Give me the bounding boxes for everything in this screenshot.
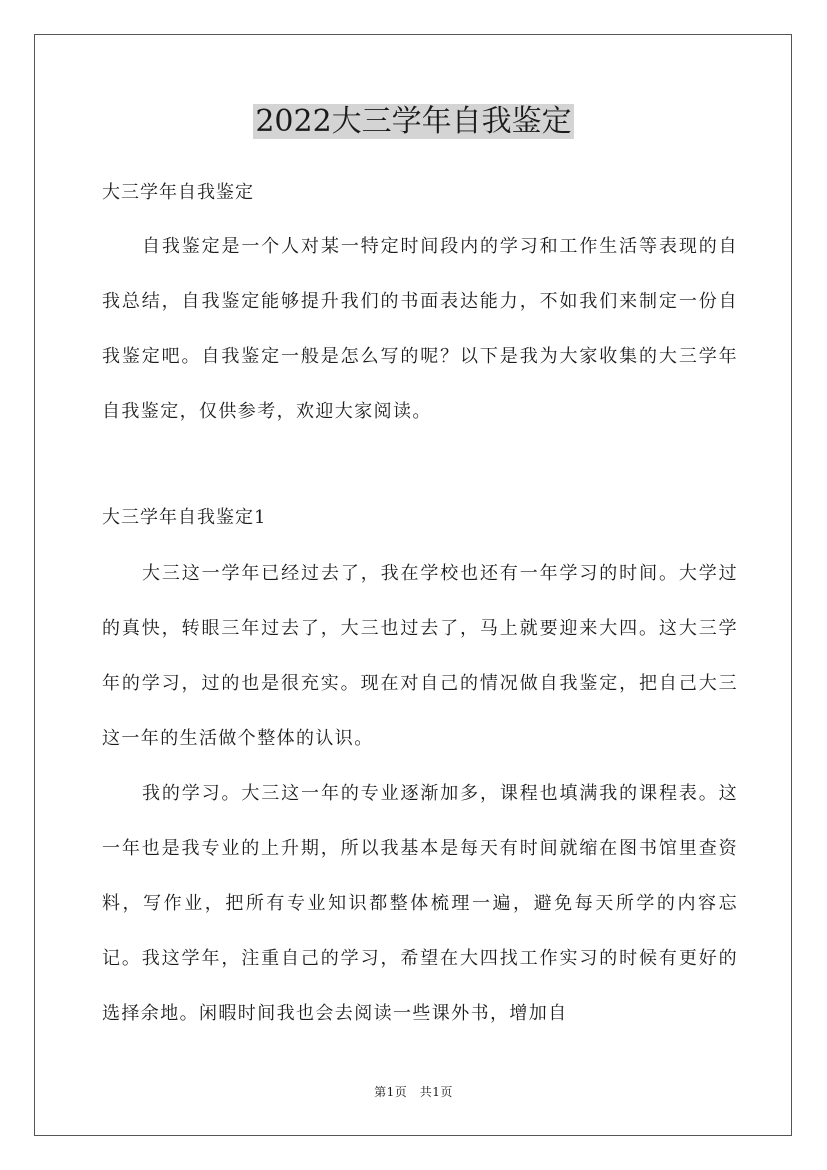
document-title xyxy=(0,100,827,144)
section-1-paragraph-1: 大三这一学年已经过去了，我在学校也还有一年学习的时间。大学过的真快，转眼三年过去了，大三也过去了，马上就要迎来大四。这大三学年的学习，过的也是很充实。现在对自己的情况做自我鉴定，把自己大三这一年的生活做个整体的认识。 xyxy=(102,563,738,749)
page-footer: 第1页 共1页 xyxy=(374,1085,453,1099)
intro-paragraph: 自我鉴定是一个人对某一特定时间段内的学习和工作生活等表现的自我总结，自我鉴定能够提升我们的书面表达能力，不如我们来制定一份自我鉴定吧。自我鉴定一般是怎么写的呢？以下是我为大家收集的大三学年自我鉴定，仅供参考，欢迎大家阅读。 xyxy=(102,236,738,422)
document-subtitle: 大三学年自我鉴定 xyxy=(102,182,254,203)
section-1-paragraph-2: 我的学习。大三这一年的专业逐渐加多，课程也填满我的课程表。这一年也是我专业的上升期，所以我基本是每天有时间就缩在图书馆里查资料，写作业，把所有专业知识都整体梳理一遍，避免每天所学的内容忘记。我这学年，注重自己的学习，希望在大四找工作实习的时候有更好的选择余地。闲暇时间我也会去阅读一些课外书，增加自 xyxy=(102,783,738,1024)
section-heading-1: 大三学年自我鉴定1 xyxy=(102,507,267,528)
document-title-text: 2022大三学年自我鉴定 xyxy=(255,104,572,139)
